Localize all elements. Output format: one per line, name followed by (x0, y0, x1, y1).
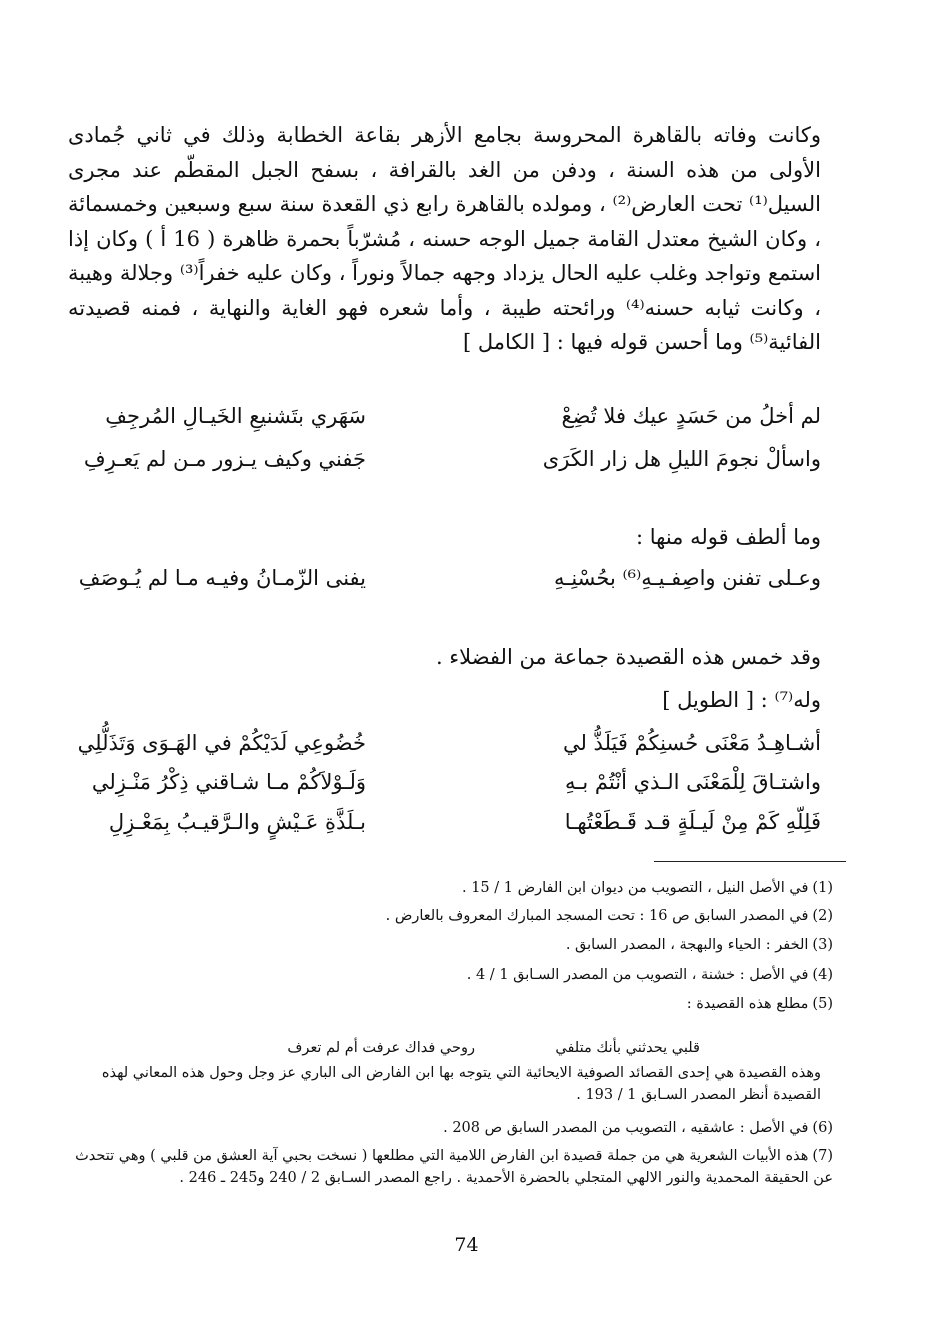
footnote (72, 964, 833, 986)
footnote-number: (4) (812, 967, 833, 983)
footnote-verse-second: روحي فداك عرفت أم لم تعرف (287, 1040, 475, 1056)
footnote (72, 934, 833, 956)
verse-second-hemistich: وَلَـوْلاَكُمْ مـا شـاقني ذِكْرُ مَنْـزِلي (91, 770, 366, 794)
verse-first-hemistich: واسألْ نجومَ الليلِ هل زار الكَرَى (542, 447, 821, 471)
poem-verse (60, 727, 821, 759)
footnote-text: في الأصل النيل ، التصويب من ديوان ابن الفارض 1 / 15 . (461, 880, 809, 896)
poem-verse (60, 400, 821, 432)
takhmis-note: وقد خمس هذه القصيدة جماعة من الفضلاء . (435, 645, 821, 669)
poem-verse (60, 806, 821, 838)
verse-second-hemistich: بـلَذَّةِ عَـيْشٍ والـرَّقيـبُ بِمَعْـزِلِ (108, 810, 366, 834)
verse-first-hemistich: أشـاهِـدُ مَعْنَى حُسنِكُمْ فَيَلَذُّ لي (562, 731, 821, 755)
footnote-number: (6) (812, 1120, 833, 1136)
verse-intro: وما ألطف قوله منها : (636, 525, 821, 549)
footnote (72, 905, 833, 927)
page-number: 74 (454, 1234, 479, 1256)
footnote (72, 1145, 833, 1189)
verse-intro: وله⁽⁷⁾ : [ الطويل ] (662, 688, 821, 712)
verse-second-hemistich: سَهَري بتَشنيعِ الخَيـالِ المُرجِفِ (105, 404, 366, 428)
verse-first-hemistich: وعـلى تفنن واصِفـيـهِ⁽⁶⁾ بحُسْنِـهِ (553, 566, 821, 590)
footnote-verse-first: قلبي يحدثني بأنك متلفي (555, 1040, 700, 1056)
footnote-number: (5) (812, 996, 833, 1012)
footnote-text: هذه الأبيات الشعرية هي من جملة قصيدة ابن الفارض اللامية التي مطلعها ( نسخت بحبي آية العشق من قلبي ) وهي تتحدث عن الحقيقة المحمدية والنور الالهي المتجلي بالحضرة الأحمدية . راجع المصدر السـابق 2 / 240 و245 ـ 246 . (75, 1148, 833, 1186)
main-paragraph: وكانت وفاته بالقاهرة المحروسة بجامع الأزهر بقاعة الخطابة وذلك في ثاني جُمادى الأولى من هذه السنة ، ودفن من الغد بالقرافة ، بسفح الجبل المقطّم عند مجرى السيل⁽¹⁾ تحت العارض⁽²⁾ ، ومولده بالقاهرة رابع ذي القعدة سنة سبع وسبعين وخمسمائة ، وكان الشيخ معتدل القامة جميل الوجه حسنه ، مُشرّباً بحمرة ظاهرة ( 16 أ ) وكان إذا استمع وتواجد وغلب عليه الحال يزداد وجهه جمالاً ونوراً ، وكان عليه خفراً⁽³⁾ وجلالة وهيبة ، وكانت ثيابه حسنه⁽⁴⁾ ورائحته طيبة ، وأما شعره فهو الغاية والنهاية ، فمنه قصيدته الفائية⁽⁵⁾ وما أحسن قوله فيها : [ الكامل ] (68, 123, 821, 354)
verse-second-hemistich: خُضُوعِي لَدَيْكُمْ في الهَـوَى وَتَذَلُّلِي (77, 731, 366, 755)
footnote (72, 877, 833, 899)
poem-verse (60, 562, 821, 594)
footnote (72, 1117, 833, 1139)
footnote-number: (3) (812, 937, 833, 953)
verse-second-hemistich: جَفني وكيف يـزور مـن لم يَعـرِفِ (83, 447, 366, 471)
footnote-separator (654, 861, 846, 862)
footnote-number: (1) (812, 880, 833, 896)
poem-verse (60, 766, 821, 798)
footnote-continuation: وهذه القصيدة هي إحدى القصائد الصوفية الايحائية التي يتوجه بها ابن الفارض الى الباري عز وجل وحول هذه المعاني لهذه القصيدة أنظر المصدر السـابق 1 / 193 . (101, 1065, 821, 1103)
verse-second-hemistich: يفنى الزّمـانُ وفيـه مـا لم يُـوصَفِ (78, 566, 366, 590)
main-paragraph-block (68, 118, 821, 360)
verse-first-hemistich: واشتـاقَ لِلْمَعْنَى الـذي أنْتُمْ بـهِ (564, 770, 821, 794)
verse-first-hemistich: فَلِلّهِ كَمْ مِنْ لَيـلَةٍ قـد قَـطَعْتُهـا (564, 810, 821, 834)
footnote-verse (240, 1037, 700, 1059)
footnote-text: في الأصل : خشنة ، التصويب من المصدر السـابق 1 / 4 . (466, 967, 809, 983)
poem-verse (60, 443, 821, 475)
footnote-number: (2) (812, 908, 833, 924)
footnote-text: في المصدر السابق ص 16 : تحت المسجد المبارك المعروف بالعارض . (385, 908, 809, 924)
footnote-text: مطلع هذه القصيدة : (686, 996, 809, 1012)
footnote-number: (7) (812, 1148, 833, 1164)
footnote-text: الخفر : الحياء والبهجة ، المصدر السابق . (565, 937, 809, 953)
footnote (72, 993, 833, 1015)
footnote-text: في الأصل : عاشقيه ، التصويب من المصدر السابق ص 208 . (443, 1120, 809, 1136)
verse-first-hemistich: لم أخلُ من حَسَدٍ عيك فلا تُضِعْ (561, 404, 821, 428)
